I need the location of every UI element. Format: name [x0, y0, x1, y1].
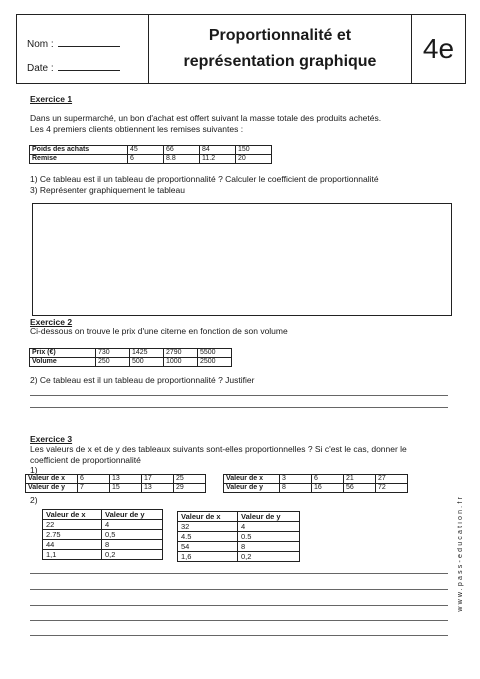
table-cell: 250 [96, 358, 130, 367]
row-header: Valeur de y [26, 484, 78, 493]
table-cell: 1,6 [178, 552, 238, 562]
table-cell: 0,2 [102, 550, 163, 560]
table-cell: 20 [236, 155, 272, 164]
exercise-2-question-2: 2) Ce tableau est il un tableau de proportionnalité ? Justifier [30, 375, 255, 385]
table-cell: 22 [43, 520, 102, 530]
table-header-row [43, 510, 163, 520]
table-cell: 1000 [164, 358, 198, 367]
table-cell: 6 [312, 475, 344, 484]
exercise-3-intro-line-1: Les valeurs de x et de y des tableaux suivants sont-elles proportionnelles ? Si c'est le cas, donner le [30, 444, 407, 454]
title-line-2: représentation graphique [183, 53, 377, 70]
answer-line [30, 573, 448, 574]
table-cell: 3 [280, 475, 312, 484]
table-row [178, 542, 300, 552]
table-row [26, 475, 206, 484]
answer-line [30, 620, 448, 621]
answer-line [30, 605, 448, 606]
row-header: Valeur de y [224, 484, 280, 493]
table-cell: 8.8 [164, 155, 200, 164]
table-row [224, 475, 408, 484]
row-header: Remise [30, 155, 128, 164]
table-cell: 150 [236, 146, 272, 155]
table-cell: 6 [128, 155, 164, 164]
title-line-1: Proportionnalité et [208, 27, 352, 44]
table-row [30, 155, 272, 164]
table-cell: 0,5 [102, 530, 163, 540]
worksheet-title [149, 15, 411, 83]
exercise-2-title: Exercice 2 [30, 317, 73, 327]
table-cell: 32 [178, 522, 238, 532]
table-cell: 8 [102, 540, 163, 550]
table-row [178, 552, 300, 562]
table-header-row [178, 512, 300, 522]
answer-line [30, 407, 448, 408]
table-cell: 13 [142, 484, 174, 493]
table-row [43, 550, 163, 560]
row-header: Volume [30, 358, 96, 367]
table-cell: 2500 [198, 358, 232, 367]
part-2-label: 2) [30, 495, 38, 505]
table-cell: 500 [130, 358, 164, 367]
exercise-2-table [29, 348, 232, 367]
table-cell: 0,2 [238, 552, 300, 562]
table-row [178, 522, 300, 532]
row-header: Valeur de x [224, 475, 280, 484]
exercise-3-intro-line-2: coefficient de proportionnalité [30, 455, 141, 465]
table-cell: 7 [78, 484, 110, 493]
name-field [27, 37, 120, 50]
name-label: Nom : [27, 39, 54, 50]
table-cell: 8 [280, 484, 312, 493]
table-cell: 730 [96, 349, 130, 358]
table-cell: 21 [344, 475, 376, 484]
graph-answer-box [32, 203, 452, 316]
table-cell: 1,1 [43, 550, 102, 560]
table-cell: 44 [43, 540, 102, 550]
table-cell: 11.2 [200, 155, 236, 164]
answer-line [30, 635, 448, 636]
exercise-1-intro-line-1: Dans un supermarché, un bon d'achat est offert suivant la masse totale des produits achetés. [30, 113, 382, 123]
table-cell: 8 [238, 542, 300, 552]
table-cell: 16 [312, 484, 344, 493]
table-cell: 6 [78, 475, 110, 484]
table-cell: 84 [200, 146, 236, 155]
column-header: Valeur de y [238, 512, 300, 522]
row-header: Valeur de x [26, 475, 78, 484]
level-cell [411, 15, 465, 83]
exercise-1-table [29, 145, 272, 164]
name-blank-line [58, 37, 120, 47]
table-row [43, 520, 163, 530]
answer-line [30, 395, 448, 396]
table-row [26, 484, 206, 493]
part-1-label: 1) [30, 465, 38, 475]
exercise-3-title: Exercice 3 [30, 434, 73, 444]
table-row [224, 484, 408, 493]
column-header: Valeur de x [43, 510, 102, 520]
table-cell: 29 [174, 484, 206, 493]
exercise-3-table-b [223, 474, 408, 493]
exercise-1-question-1: 1) Ce tableau est il un tableau de proportionnalité ? Calculer le coefficient de proportionnalité [30, 174, 379, 184]
table-cell: 4 [238, 522, 300, 532]
worksheet-header [16, 14, 466, 84]
site-watermark: www.pass-education.fr [457, 495, 464, 612]
column-header: Valeur de x [178, 512, 238, 522]
table-cell: 5500 [198, 349, 232, 358]
table-cell: 4.5 [178, 532, 238, 542]
table-cell: 2.75 [43, 530, 102, 540]
table-cell: 1425 [130, 349, 164, 358]
row-header: Prix (€) [30, 349, 96, 358]
table-cell: 72 [376, 484, 408, 493]
date-label: Date : [27, 63, 54, 74]
table-cell: 15 [110, 484, 142, 493]
date-blank-line [58, 61, 120, 71]
table-cell: 25 [174, 475, 206, 484]
table-cell: 17 [142, 475, 174, 484]
table-cell: 66 [164, 146, 200, 155]
table-cell: 0.5 [238, 532, 300, 542]
row-header: Poids des achats [30, 146, 128, 155]
grade-level: 4e [422, 33, 455, 64]
table-row [43, 530, 163, 540]
exercise-1-intro-line-2: Les 4 premiers clients obtiennent les remises suivantes : [30, 124, 244, 134]
table-cell: 56 [344, 484, 376, 493]
date-field [27, 61, 120, 74]
exercise-1-question-3: 3) Représenter graphiquement le tableau [30, 185, 185, 195]
answer-line [30, 589, 448, 590]
table-row [43, 540, 163, 550]
table-row [30, 358, 232, 367]
column-header: Valeur de y [102, 510, 163, 520]
exercise-3-table-a [25, 474, 206, 493]
table-cell: 45 [128, 146, 164, 155]
exercise-2-intro: Ci-dessous on trouve le prix d'une citerne en fonction de son volume [30, 326, 288, 336]
table-row [30, 146, 272, 155]
exercise-3-table-c [42, 509, 163, 560]
table-cell: 54 [178, 542, 238, 552]
table-row [30, 349, 232, 358]
table-cell: 4 [102, 520, 163, 530]
table-cell: 2790 [164, 349, 198, 358]
table-row [178, 532, 300, 542]
table-cell: 13 [110, 475, 142, 484]
exercise-3-table-d [177, 511, 300, 562]
exercise-1-title: Exercice 1 [30, 94, 73, 104]
table-cell: 27 [376, 475, 408, 484]
student-info-cell [17, 15, 149, 83]
